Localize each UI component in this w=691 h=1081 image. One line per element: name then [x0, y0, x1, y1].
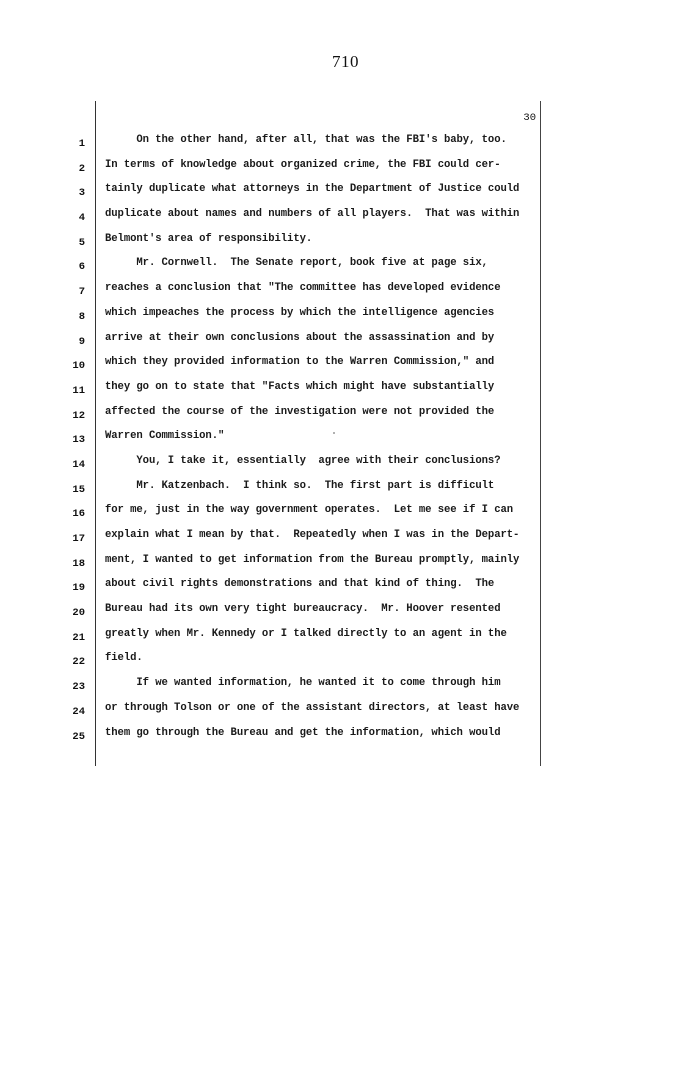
transcript-line: [0, 354, 691, 379]
line-number: 9: [78, 335, 85, 348]
line-number: 23: [72, 681, 85, 694]
transcript-line: [0, 379, 691, 404]
line-text: tainly duplicate what attorneys in the Department of Justice could: [105, 183, 520, 196]
line-number: 10: [72, 360, 85, 373]
transcript-line: [0, 330, 691, 355]
line-text: duplicate about names and numbers of all players. That was within: [105, 208, 520, 221]
line-number: 20: [72, 607, 85, 620]
line-text: Mr. Katzenbach. I think so. The first part is difficult: [105, 479, 495, 492]
line-number: 5: [78, 236, 85, 249]
transcript-line: [0, 157, 691, 182]
line-text: Warren Commission.": [105, 430, 225, 443]
transcript-line: [0, 725, 691, 750]
line-text: explain what I mean by that. Repeatedly when I was in the Depart-: [105, 529, 520, 541]
transcript-line: [0, 181, 691, 206]
line-number: 14: [72, 458, 85, 471]
line-number: 2: [78, 162, 85, 175]
line-number: 18: [72, 557, 85, 570]
line-text: Bureau had its own very tight bureaucracy. Mr. Hoover resented: [105, 603, 501, 616]
scan-speck: [333, 432, 335, 434]
transcript-line: [0, 478, 691, 503]
line-text: arrive at their own conclusions about the assassination and by: [105, 331, 495, 344]
line-number: 6: [78, 261, 85, 274]
transcript-line: [0, 255, 691, 280]
line-number: 3: [78, 187, 85, 200]
line-text: Belmont's area of responsibility.: [105, 232, 313, 245]
line-number: 16: [72, 508, 85, 521]
transcript-page-number: 30: [523, 112, 536, 124]
line-text: which they provided information to the Warren Commission," and: [105, 356, 495, 369]
transcript-line: [0, 305, 691, 330]
line-text: affected the course of the investigation were not provided the: [105, 405, 495, 418]
line-text: they go on to state that "Facts which might have substantially: [105, 380, 495, 393]
line-number: 1: [78, 138, 85, 150]
line-number: 22: [72, 656, 85, 669]
line-number: 25: [72, 730, 85, 743]
line-text: If we wanted information, he wanted it to come through him: [105, 677, 501, 690]
transcript-line: [0, 132, 691, 157]
transcript-line: [0, 675, 691, 700]
transcript-line: [0, 231, 691, 256]
line-text: for me, just in the way government operates. Let me see if I can: [105, 504, 514, 517]
line-number: 8: [78, 310, 85, 323]
transcript-body: [0, 132, 691, 749]
transcript-line: [0, 502, 691, 527]
line-text: which impeaches the process by which the intelligence agencies: [105, 306, 495, 319]
line-number: 19: [72, 582, 85, 595]
line-text: On the other hand, after all, that was the FBI's baby, too.: [105, 134, 507, 146]
transcript-line: [0, 404, 691, 429]
transcript-line: [0, 280, 691, 305]
line-number: 15: [72, 483, 85, 496]
line-number: 4: [78, 212, 85, 225]
page-number: 710: [332, 52, 359, 71]
transcript-line: [0, 453, 691, 478]
line-text: ment, I wanted to get information from the Bureau promptly, mainly: [105, 553, 520, 566]
line-number: 24: [72, 705, 85, 718]
line-text: You, I take it, essentially agree with their conclusions?: [105, 454, 501, 467]
transcript-line: [0, 206, 691, 231]
line-text: reaches a conclusion that "The committee has developed evidence: [105, 282, 501, 295]
line-number: 11: [72, 384, 85, 397]
transcript-line: [0, 601, 691, 626]
transcript-line: [0, 650, 691, 675]
transcript-line: [0, 576, 691, 601]
line-text: Mr. Cornwell. The Senate report, book five at page six,: [105, 257, 488, 270]
transcript-line: [0, 552, 691, 577]
transcript-line: [0, 527, 691, 552]
line-text: about civil rights demonstrations and that kind of thing. The: [105, 578, 495, 591]
line-text: In terms of knowledge about organized crime, the FBI could cer-: [105, 158, 501, 171]
transcript-line: [0, 626, 691, 651]
line-number: 21: [72, 631, 85, 644]
line-number: 7: [78, 286, 85, 299]
line-text: or through Tolson or one of the assistant directors, at least have: [105, 701, 520, 714]
line-text: field.: [105, 652, 143, 665]
line-text: them go through the Bureau and get the information, which would: [105, 726, 501, 739]
line-number: 12: [72, 409, 85, 422]
transcript-line: [0, 428, 691, 453]
line-number: 13: [72, 434, 85, 447]
line-text: greatly when Mr. Kennedy or I talked directly to an agent in the: [105, 627, 507, 640]
line-number: 17: [72, 533, 85, 545]
transcript-line: [0, 700, 691, 725]
